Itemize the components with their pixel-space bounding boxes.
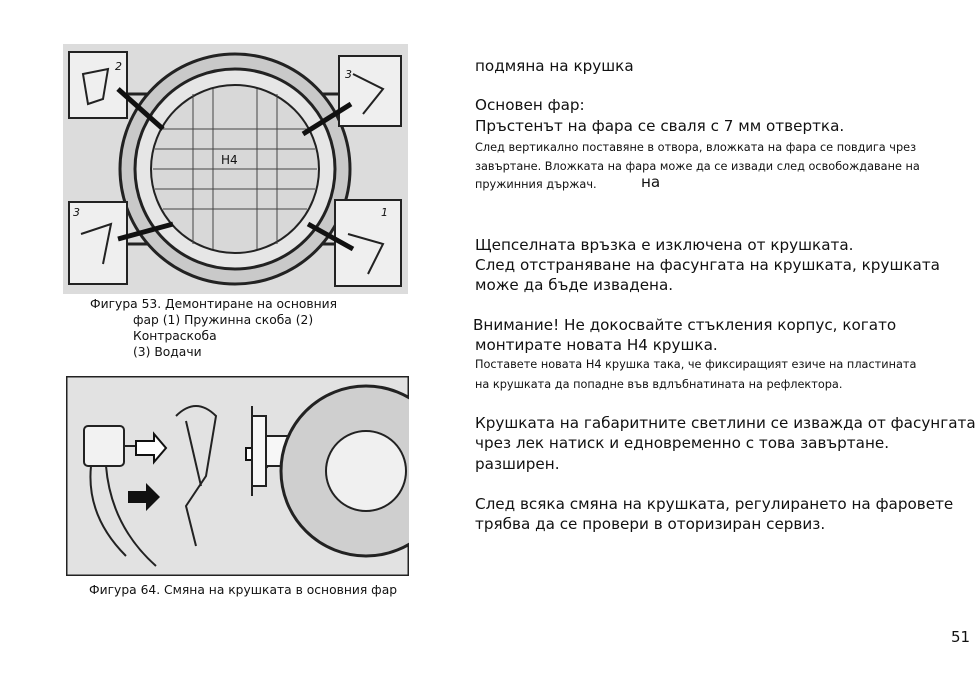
callout-2: 2 bbox=[115, 60, 122, 73]
warning-line: Внимание! Не докосвайте стъкления корпус, когато bbox=[473, 316, 897, 334]
plug-text-line: След отстраняване на фасунгата на крушката, крушката bbox=[475, 256, 940, 274]
section-heading: подмяна на крушка bbox=[475, 57, 634, 75]
main-lamp-title: Основен фар: bbox=[475, 96, 585, 114]
insert-text-line: пружинния държач. bbox=[475, 178, 597, 191]
parking-light-line: Крушката на габаритните светлини се изважда от фасунгата bbox=[475, 414, 976, 432]
h4-text-line: Поставете новата H4 крушка така, че фиксиращият езиче на пластината bbox=[475, 358, 917, 371]
callout-1: 1 bbox=[381, 206, 388, 219]
parking-light-line: чрез лек натиск и едновременно с това завъртане. bbox=[475, 434, 890, 452]
parking-light-line: разширен. bbox=[475, 455, 560, 473]
plug-text-line: Щепселната връзка е изключена от крушката. bbox=[475, 236, 854, 254]
caption-line: Контраскоба bbox=[133, 329, 217, 343]
lamp-h4-label: H4 bbox=[221, 153, 238, 167]
final-note-line: След всяка смяна на крушката, регулирането на фаровете bbox=[475, 495, 954, 513]
ring-instruction: Пръстенът на фара се сваля с 7 мм отвертка. bbox=[475, 117, 845, 135]
figure-64-bulb-replacement bbox=[66, 376, 409, 576]
figure-64-caption: Фигура 64. Смяна на крушката в основния фар bbox=[89, 583, 398, 597]
figure-53-headlamp-removal bbox=[63, 44, 408, 294]
h4-text-line: на крушката да попадне във вдлъбнатината на рефлектора. bbox=[475, 378, 843, 391]
callout-3-bottom: 3 bbox=[73, 206, 80, 219]
stray-word: на bbox=[641, 173, 661, 191]
caption-line: (3) Водачи bbox=[133, 345, 202, 359]
plug-text-line: може да бъде извадена. bbox=[475, 276, 674, 294]
page-number: 51 bbox=[951, 628, 971, 646]
final-note-line: трябва да се провери в оторизиран сервиз. bbox=[475, 515, 826, 533]
warning-line: монтирате новата H4 крушка. bbox=[475, 336, 718, 354]
caption-line: фар (1) Пружинна скоба (2) bbox=[133, 313, 314, 327]
figure-53-caption bbox=[90, 296, 420, 360]
insert-text-line: завъртане. Вложката на фара може да се извади след освобождаване на bbox=[475, 160, 920, 173]
caption-line: Фигура 53. Демонтиране на основния bbox=[90, 297, 338, 311]
insert-text-line: След вертикално поставяне в отвора, вложката на фара се повдига чрез bbox=[475, 141, 917, 154]
callout-3-top: 3 bbox=[345, 68, 352, 81]
